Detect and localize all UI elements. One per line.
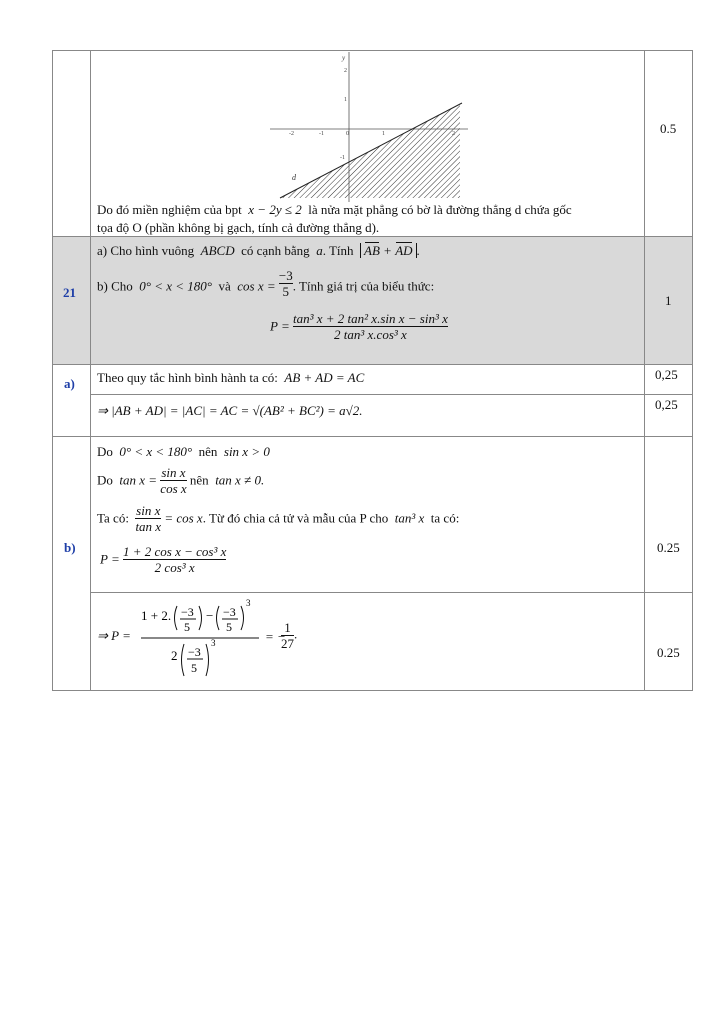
svg-text:−: − [206, 608, 214, 623]
tick-x: -2 [289, 131, 294, 137]
vector-sum-abs: AB + AD [360, 243, 417, 258]
tick-x: 1 [382, 131, 385, 137]
answer-a-score1: 0,25 [655, 367, 678, 382]
answer-a-line2: ⇒ |AB + AD| = |AC| = AC = √(AB² + BC²) = a√2. [97, 403, 363, 418]
part-b-statement: b) Cho 0° < x < 180° và cos x = $\frac{-3}{5}$ . Tính giá trị của biểu thức: [97, 268, 435, 299]
answer-b-line1: Do 0° < x < 180° nên sin x > 0 [97, 444, 270, 459]
svg-text:5: 5 [226, 620, 232, 634]
svg-text:3: 3 [211, 638, 216, 648]
table-border [90, 394, 693, 395]
half-plane-graph [270, 52, 470, 202]
answer-b-line2: Do tan x = $\frac{\text{sin x}}{\text{cos x}}$ nên tan x ≠ 0. [97, 465, 265, 496]
tick-y: 1 [344, 97, 347, 103]
answer-b-score1: 0.25 [657, 540, 680, 555]
svg-text:5: 5 [184, 620, 190, 634]
answer-b-line3: Ta có: $\frac{\text{sin x}}{\text{tan x}}$ = cos x. Từ đó chia cả tử và mẫu của P cho tan³ x ta có: [97, 503, 460, 534]
table-border [52, 436, 693, 437]
answer-b-P-simplified: P = $\frac{\text{1 + 2 cos x − cos³ x}}{\text{2 cos³ x}}$ [100, 544, 227, 575]
tick-x: 0 [346, 131, 349, 137]
tick-x: -1 [319, 131, 324, 137]
table-border [90, 50, 91, 691]
table-border [52, 690, 693, 691]
svg-text:1 + 2.: 1 + 2. [141, 608, 172, 623]
table-border [90, 592, 693, 593]
row21-score: 1 [665, 293, 672, 308]
line-d-label: d [292, 173, 296, 182]
table-border [52, 364, 693, 365]
row20-score: 0.5 [660, 121, 677, 136]
tick-y: 2 [344, 68, 347, 74]
answer-a-label: a) [64, 376, 75, 391]
part-a-statement: a) Cho hình vuông ABCD có cạnh bằng a. Tính AB + AD . [97, 243, 420, 258]
answer-b-score2: 0.25 [657, 645, 680, 660]
svg-text:−3: −3 [181, 605, 194, 619]
answer-b-label: b) [64, 540, 76, 555]
table-border [644, 50, 645, 691]
svg-text:5: 5 [191, 661, 197, 675]
svg-text:−3: −3 [188, 645, 201, 659]
tick-x: 2 [452, 131, 455, 137]
answer-b-final: ⇒ P = 1 + 2. −3 5 − −3 5 3 2 −3 5 3 = − $\frac{1}{27}$ . [97, 598, 298, 675]
svg-text:−3: −3 [223, 605, 236, 619]
row20-conclusion-line2: tọa độ O (phần không bị gạch, tính cả đường thẳng d). [97, 220, 380, 235]
svg-text:3: 3 [246, 598, 251, 608]
table-border [692, 50, 693, 691]
row20-conclusion-line1: Do đó miền nghiệm của bpt x − 2y ≤ 2 là nửa mặt phẳng có bờ là đường thẳng d chứa gốc [97, 202, 572, 217]
table-border [52, 50, 693, 51]
answer-a-score2: 0,25 [655, 397, 678, 412]
answer-a-line1: Theo quy tắc hình bình hành ta có: AB + AD = AC [97, 370, 365, 385]
y-axis-label: y [342, 54, 346, 62]
table-border [52, 50, 53, 691]
tick-y: -1 [340, 155, 345, 161]
problem-number: 21 [63, 285, 76, 300]
inequality: x − 2y ≤ 2 [248, 202, 302, 217]
svg-text:2: 2 [171, 648, 178, 663]
P-expression: P = $\frac{\text{tan³ x + 2 tan² x.sin x − sin³ x}}{\text{2 tan³ x.cos³ x}}$ [270, 311, 448, 342]
table-border [52, 236, 693, 237]
